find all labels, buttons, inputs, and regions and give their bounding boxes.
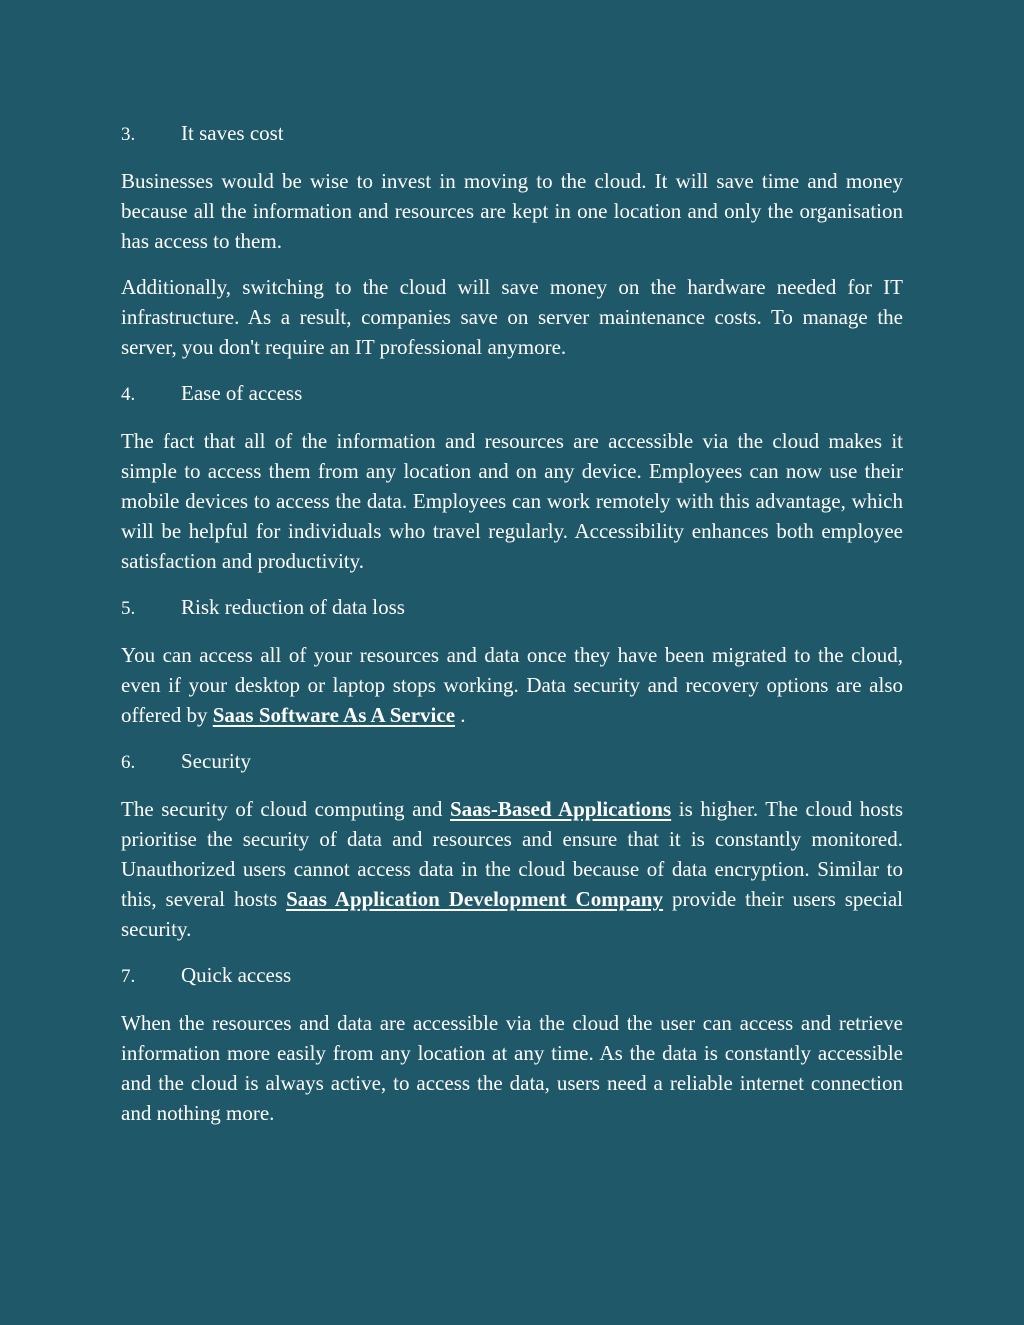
saas-application-development-company-link[interactable]: Saas Application Development Company [286,887,664,911]
section-title: It saves cost [181,121,284,145]
section-number: 6. [121,752,136,773]
section-number: 7. [121,966,136,987]
paragraph: Businesses would be wise to invest in moving to the cloud. It will save time and money because all the information and resources are kept in one location and only the organisation has access to them. [121,169,903,253]
section-number: 3. [121,124,136,145]
paragraph: The fact that all of the information and resources are accessible via the cloud makes it simple to access them from any location and on any device. Employees can now use their mobile devices to access the data. Employees can work remotely with this advantage, which will be helpful for individuals who travel regularly. Accessibility enhances both employee satisfaction and productivity. [121,429,903,573]
paragraph [121,640,903,730]
section-title: Quick access [181,963,292,987]
paragraph [121,794,903,944]
section-title: Risk reduction of data loss [181,595,405,619]
paragraph-text: is higher. The cloud hosts prioritise the security of data and resources and ensure that it is constantly monitored. Unauthorized users cannot access data in the cloud because of data encryption. Similar to this, several hosts [121,797,903,911]
section-number: 5. [121,598,136,619]
saas-software-link[interactable]: Saas Software As A Service [212,703,456,727]
paragraph-text: You can access all of your resources and data once they have been migrated to the cloud, even if your desktop or laptop stops working. Data security and recovery options are also offered by [121,643,903,727]
section-title: Security [181,749,251,773]
section-heading-7 [121,960,903,992]
section-heading-6 [121,746,903,778]
paragraph-text: The security of cloud computing and [121,797,450,821]
section-heading-5 [121,592,903,624]
saas-based-applications-link[interactable]: Saas-Based Applications [450,797,672,821]
paragraph-text: provide their users special security. [121,887,904,941]
paragraph: Additionally, switching to the cloud will save money on the hardware needed for IT infrastructure. As a result, companies save on server maintenance costs. To manage the server, you don't require an IT professional anymore. [121,275,903,359]
section-heading-3 [121,118,903,150]
paragraph-text: . [455,703,466,727]
section-number: 4. [121,384,136,405]
section-heading-4 [121,378,903,410]
section-title: Ease of access [181,381,303,405]
paragraph: When the resources and data are accessible via the cloud the user can access and retrieve information more easily from any location at any time. As the data is constantly accessible and the cloud is always active, to access the data, users need a reliable internet connection and nothing more. [121,1011,903,1125]
